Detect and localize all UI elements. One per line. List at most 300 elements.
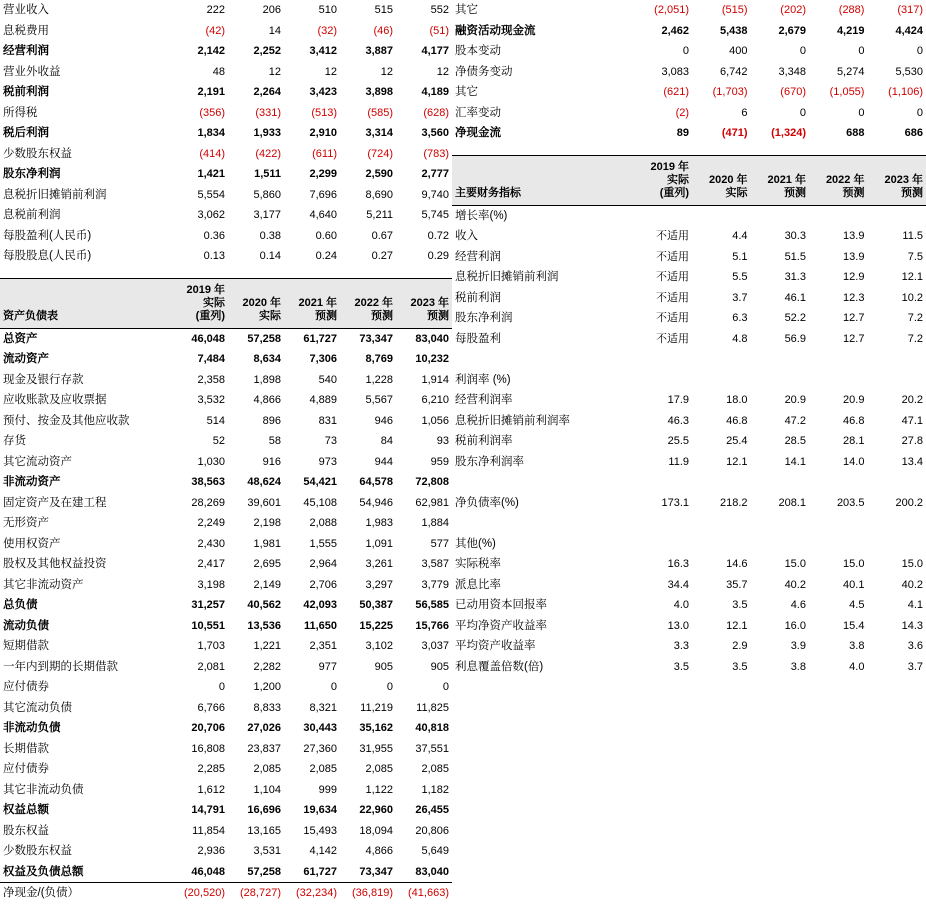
row-value: 2,285 [197,763,225,775]
row-value: 1,122 [365,783,393,796]
row-value: 57,258 [247,332,281,345]
row-value: 20,706 [191,722,225,734]
row-label: 经营利润 [3,45,49,57]
row-value: 15,225 [359,619,393,632]
table-row [452,226,926,247]
column-header [751,155,809,205]
row-value: 3,887 [365,45,393,57]
row-value: 45,108 [303,496,337,509]
row-label: 应付债券 [3,763,49,775]
row-value: 2,085 [253,763,281,775]
row-value: 20,806 [415,824,449,837]
row-value: 46.8 [843,414,865,427]
row-value: 0.36 [203,229,225,242]
row-value: 4,219 [836,24,865,37]
row-value [751,349,809,370]
row-value: (422) [255,147,281,160]
row-value [751,472,809,493]
table-row [452,595,926,616]
row-value: (28,727) [240,887,281,899]
row-value: 1,884 [421,517,449,529]
row-value: 4.5 [849,599,865,611]
row-label: 短期借款 [3,640,49,652]
row-value: 510 [318,4,337,16]
row-value: (356) [199,106,225,119]
row-value [751,513,809,534]
column-header [284,278,340,328]
table-row [0,370,452,391]
row-value: (46) [373,24,393,37]
row-label: 使用权资产 [3,537,61,550]
row-value: 12.1 [726,455,748,468]
row-value: 27.8 [901,435,923,447]
column-header-line: 预测 [427,309,449,322]
column-header-line: 2019 年 [186,283,225,296]
row-value: 72,808 [415,476,449,488]
table-row [452,390,926,411]
row-value: (611) [312,147,337,160]
table-row [0,800,452,821]
row-value: 1,898 [253,373,281,386]
row-value: 28.5 [784,435,806,447]
row-value: 48 [212,65,225,78]
row-label: 股东净利润率 [455,455,524,468]
row-label [452,513,634,534]
row-value: (2) [675,106,690,119]
row-value: 1,091 [365,537,393,550]
column-header-line: (重列) [195,309,225,322]
row-value: 0 [330,681,337,693]
row-value: 2,590 [365,168,393,180]
row-label: 预付、按金及其他应收款 [3,414,130,427]
column-header-line: (重列) [659,186,690,199]
row-value: 1,056 [421,414,449,427]
row-value: 5,554 [197,188,225,201]
row-value [751,370,809,391]
row-value: 61,727 [303,865,337,878]
row-value: 2,706 [309,578,337,591]
row-value: 944 [374,455,393,468]
row-label: 其它流动负债 [3,701,72,714]
row-value: 8,690 [365,188,393,201]
row-value: 27,026 [247,722,281,734]
row-label: 长期借款 [3,742,49,755]
row-value: (1,703) [712,86,748,98]
row-value: 10,232 [415,353,449,365]
row-value [634,513,692,534]
table-row [0,123,452,144]
row-value: 23,837 [247,742,281,755]
row-value: 8,321 [309,701,337,714]
row-value: 39,601 [247,496,281,509]
row-label: 固定资产及在建工程 [3,496,107,509]
row-value: 2,777 [421,168,449,180]
column-header-line: 2022 年 [354,296,393,309]
row-value: 12.3 [843,291,865,304]
table-row [0,144,452,165]
row-value: 73 [324,435,337,447]
row-value: 1,612 [197,783,225,796]
row-label: 所得税 [3,106,38,119]
table-row [452,411,926,432]
row-value: 2,085 [365,763,393,775]
row-value: 0 [858,45,865,57]
column-header-line: 实际 [203,296,225,309]
row-value: 959 [430,455,449,468]
balance-sheet-table [0,267,452,904]
row-value: 9,740 [421,188,449,201]
row-value: 10,551 [191,619,225,632]
row-value: 7.5 [907,250,923,263]
row-value [867,513,926,534]
row-value: 173.1 [661,496,690,509]
row-value: 1,834 [197,127,225,139]
row-value: 5.1 [732,250,748,263]
row-value: 56,585 [415,599,449,611]
row-value: 26,455 [415,804,449,816]
row-value: 10.2 [901,291,923,304]
row-value [809,534,867,555]
row-value: 5,274 [836,65,865,78]
row-label: 非流动负债 [3,722,61,734]
row-value: 22,960 [359,804,393,816]
column-header-line: 2021 年 [767,173,806,186]
column-header [867,155,926,205]
row-label: 每股盈利 [455,332,501,345]
column-header-line: 预测 [783,186,806,199]
row-value: 0.14 [259,250,281,262]
row-value: 40,562 [247,599,281,611]
row-value [751,205,809,226]
row-value: (42) [205,24,225,37]
row-value: 4.8 [732,332,748,345]
row-value: 6,210 [421,394,449,406]
row-label: 净负债率(%) [455,496,519,509]
table-row [0,103,452,124]
row-value: 2,417 [197,558,225,570]
row-label: 股东权益 [3,824,49,837]
row-label: 平均资产收益率 [455,640,536,652]
table-row [0,21,452,42]
column-header-line: 预测 [371,309,393,322]
row-value: 31.3 [784,271,806,283]
row-value: 89 [676,127,690,139]
row-value: 12 [324,65,337,78]
row-label: 应付债券 [3,681,49,693]
row-value [867,370,926,391]
row-value: 12.1 [726,619,748,632]
row-label: 一年内到期的长期借款 [3,660,118,673]
column-header-line: 预测 [901,186,923,199]
table-row [0,411,452,432]
row-value: 2.9 [732,640,748,652]
row-value: 973 [318,455,337,468]
row-value: 52.2 [784,312,806,324]
row-value: 19,634 [303,804,337,816]
row-value: 0.29 [427,250,449,262]
row-value: 50,387 [359,599,393,611]
table-row [0,513,452,534]
table-header-row [0,278,452,328]
table-row [0,554,452,575]
row-value: 3,198 [197,578,225,591]
row-value: 16.0 [784,619,806,632]
row-value: 7.2 [907,332,923,345]
row-value: 218.2 [719,496,748,509]
row-value: 5.5 [732,271,748,283]
table-row [0,595,452,616]
row-value: 20.9 [843,394,865,406]
table-row [0,452,452,473]
row-label: 非流动资产 [3,476,61,488]
row-value: 831 [318,414,337,427]
row-value: 16.3 [667,558,690,570]
row-value: 2,282 [253,660,281,673]
row-value [692,370,750,391]
row-value: 57,258 [247,865,281,878]
table-row [452,370,926,391]
row-value: 16,696 [247,804,281,816]
row-value: 不适用 [656,332,690,345]
row-value: 2,249 [197,517,225,529]
row-value [692,205,750,226]
row-value: (317) [897,4,923,16]
row-value: 4,866 [365,845,393,857]
row-value: 0 [916,106,923,119]
row-value: 515 [374,4,393,16]
row-value: 0 [386,681,393,693]
table-row [452,431,926,452]
table-row [452,493,926,514]
row-value: 11,650 [303,619,337,632]
table-row [0,739,452,760]
row-value: 3,423 [309,86,337,98]
table-row [0,759,452,780]
row-value: 2,264 [253,86,281,98]
row-value [867,534,926,555]
row-label: 息税折旧摊销前利润 [455,271,559,283]
table-row [0,246,452,267]
row-value: 2,936 [197,845,225,857]
table-row [452,329,926,350]
row-value: 2,149 [253,578,281,591]
column-header [340,278,396,328]
table-row [452,636,926,657]
row-label: 无形资产 [3,517,49,529]
table-row [452,308,926,329]
row-label: 应收账款及应收票据 [3,394,107,406]
row-value: 40,818 [415,722,449,734]
row-value: 3,898 [365,86,393,98]
row-value: 2,358 [197,373,225,386]
row-value: 3,560 [421,127,449,139]
column-header-line: 实际 [259,309,281,322]
row-label: 营业收入 [3,4,49,16]
row-label: 融资活动现金流 [455,24,536,37]
row-value: 73,347 [359,332,393,345]
table-title: 资产负债表 [0,278,172,328]
row-label: 税前利润 [3,86,49,98]
row-value: 47.2 [784,414,806,427]
row-label: 息税费用 [3,24,49,37]
row-label: 其它非流动负债 [3,783,84,796]
row-value [809,370,867,391]
table-row [0,431,452,452]
row-value: 13.4 [901,455,923,468]
column-header-line: 2022 年 [825,173,865,186]
row-value: (1,106) [888,86,923,98]
row-value: (471) [721,127,748,139]
column-header-line: 2023 年 [410,296,449,309]
row-value: 20.9 [784,394,806,406]
table-row [0,41,452,62]
row-value: 3,779 [421,578,449,591]
row-value: 15,766 [415,619,449,632]
row-value: 222 [206,4,225,16]
row-label: 其它 [455,86,478,98]
row-label: 派息比率 [455,578,501,591]
row-label: 现金及银行存款 [3,373,84,386]
row-label: 利润率 (%) [455,373,511,386]
row-label: 每股盈利(人民币) [3,229,92,242]
row-value: 686 [904,127,923,139]
row-value: (724) [367,147,393,160]
table-row [0,226,452,247]
row-label [452,349,634,370]
row-label: 已动用资本回报率 [455,599,547,611]
row-value: 4,424 [895,24,923,37]
row-value: 3,177 [253,209,281,221]
row-value: 12 [268,65,281,78]
row-label: 股东净利润 [3,168,61,180]
row-value: 15.0 [784,558,806,570]
row-value: 3,083 [661,65,690,78]
row-label: 少数股东权益 [3,147,72,160]
row-value: 3.5 [673,660,690,673]
row-value: 6 [741,106,748,119]
row-value: 7,484 [197,353,225,365]
table-row [452,123,926,144]
row-value: 54,421 [303,476,337,488]
row-value: 0.67 [371,229,393,242]
table-row [452,554,926,575]
row-label: 总负债 [3,599,38,611]
row-value: 688 [846,127,865,139]
row-value: 2,679 [778,24,806,37]
row-value: 47.1 [901,414,923,427]
row-value: 62,981 [415,496,449,509]
row-value: 17.9 [667,394,690,406]
row-value: 25.4 [726,435,748,447]
row-value [692,513,750,534]
row-label: 税前利润 [455,291,501,304]
table-row [0,0,452,21]
row-value [809,349,867,370]
row-value: 514 [206,414,225,427]
row-value: 1,511 [254,168,281,180]
table-row [0,62,452,83]
row-value: 999 [318,783,337,796]
row-value: 11,825 [416,701,449,714]
spacer-row [452,144,926,156]
row-value: 4.0 [673,599,690,611]
row-value: 2,462 [661,24,690,37]
row-label: 其它 [455,4,478,16]
row-value: 2,430 [197,537,225,550]
row-value: 13.9 [843,250,865,263]
row-value: 0 [916,45,923,57]
row-value: 35,162 [359,722,393,734]
row-value: 0 [799,45,806,57]
row-value: 12 [380,65,393,78]
row-value: 83,040 [415,332,449,345]
table-row [0,841,452,862]
row-value: 不适用 [656,250,690,263]
row-label: 利息覆盖倍数(倍) [455,660,544,673]
row-value: 4.4 [732,230,748,242]
row-value: 40.2 [901,578,923,591]
row-value: 16,808 [191,742,225,755]
row-value: 0.72 [427,229,449,242]
row-value: 54,946 [359,496,393,509]
row-value: 2,191 [197,86,225,98]
row-value: 12.7 [843,332,865,345]
row-label [452,472,634,493]
row-value: 12.9 [843,271,865,283]
row-value: 25.5 [667,435,690,447]
table-row [0,205,452,226]
table-row [0,657,452,678]
row-value: 46.1 [784,291,806,304]
row-value: 3,297 [365,578,393,591]
row-value: (628) [423,106,449,119]
row-value: (32,234) [296,887,337,899]
row-value [809,513,867,534]
row-value: 1,182 [421,783,449,796]
row-value: 3,261 [365,558,393,570]
table-row [452,349,926,370]
row-label: 股权及其他权益投资 [3,558,107,570]
column-header-line: 2020 年 [708,173,748,186]
row-value: 40.1 [843,578,865,591]
row-value: 46,048 [191,332,225,345]
row-value [692,534,750,555]
row-value: 84 [380,435,393,447]
row-value: 3,348 [778,65,806,78]
row-value: 1,933 [253,127,281,139]
row-value: (621) [663,86,690,98]
row-value: 1,221 [253,640,281,652]
row-label: 营业外收益 [3,65,61,78]
spacer-cell [0,267,452,279]
row-label: 股东净利润 [455,312,513,324]
row-value: 200.2 [895,496,923,509]
row-value: (513) [311,106,337,119]
row-label: 流动资产 [3,353,49,365]
spacer-row [0,267,452,279]
income-statement-table [0,0,452,267]
table-row [0,493,452,514]
row-value: 540 [318,373,337,386]
row-value: (1,055) [829,86,865,98]
row-value: (414) [199,147,225,160]
row-value: 1,104 [253,783,281,796]
row-value: 6,766 [197,701,225,714]
row-value: 28.1 [843,435,865,447]
table-row [0,780,452,801]
row-value: 3.5 [732,660,748,673]
row-value: 977 [318,660,337,673]
